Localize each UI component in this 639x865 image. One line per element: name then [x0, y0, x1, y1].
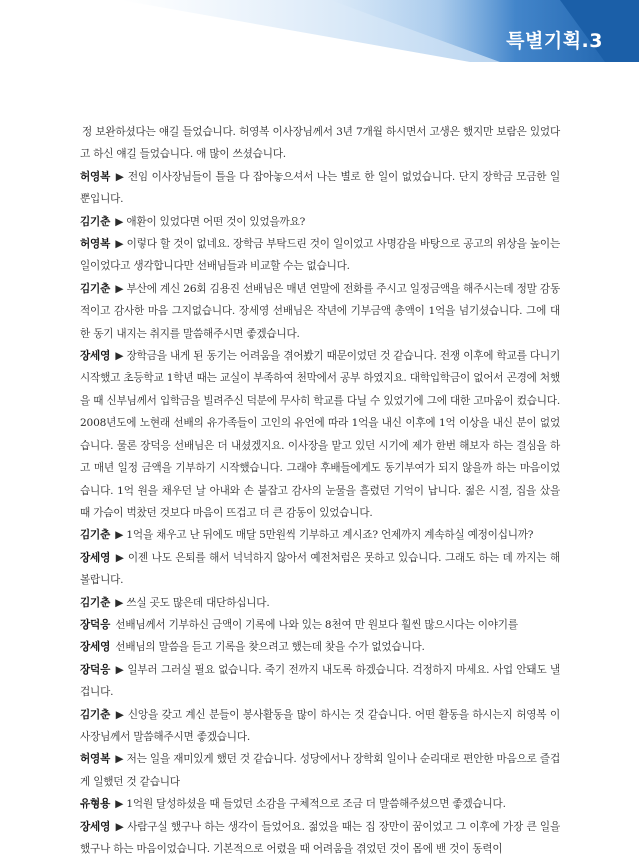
- paragraph: [80, 592, 560, 614]
- header-title: 특별기획.3: [506, 30, 603, 52]
- paragraph-text: ▶ 신앙을 갖고 계신 분들이 봉사활동을 많이 하시는 것 같습니다. 어떤 활동을 하시는지 허영복 이사장님께서 말씀해주시면 좋겠습니다.: [80, 708, 560, 743]
- paragraph: [80, 636, 560, 658]
- paragraph-text: ▶ 일부러 그러실 필요 없습니다. 죽기 전까지 내도록 하겠습니다. 걱정하지 마세요. 사업 안돼도 낼 겁니다.: [80, 663, 560, 699]
- paragraph-text: ▶ 이렇다 할 것이 없네요. 장학금 부탁드린 것이 일이었고 사명감을 바탕으로 공고의 위상을 높이는 일이었다고 생각합니다만 선배님들과 비교할 수는 없습니다.: [80, 238, 560, 273]
- paragraph: [80, 547, 560, 592]
- paragraph-text: ▶ 사람구실 했구나 하는 생각이 들었어요. 젊었을 때는 집 장만이 꿈이었고 그 이후에 가장 큰 일을 했구나 하는 마음이었습니다. 기본적으로 어렸을 때 어려움을 겪었던 것이 몸에 밴 것이 동력이: [80, 820, 560, 855]
- paragraph: [80, 659, 560, 704]
- speaker-name: 장세영: [80, 551, 111, 564]
- paragraph: [80, 704, 560, 749]
- page-header: [0, 0, 639, 68]
- paragraph-text: ▶ 장학금을 내게 된 동기는 어려움을 겪어봤기 때문이었던 것 같습니다. 전쟁 이후에 학교를 다니기 시작했고 초등학교 1학년 때는 교실이 부족하여 천막에서 공부 하였지요. 대학입학금이 없어서 곤경에 처했을 때 신부님께서 입학금을 빌려주신 덕분에 무사히 학교를 다닐 수 있었기에 그에 대한 고마움이 컸습니다. 2008년도에 노현래 선배의 유가족들이 고인의 유언에 따라 1억을 내신 이후에 1억 이상을 내신 분이 없었습니다. 물론 장덕응 선배님은 더 내셨겠지요. 이사장을 맡고 있던 시기에 제가 한번 해보자 하는 결심을 하고 매년 일정 금액을 기부하기 시작했습니다. 그래야 후배들에게도 동기부여가 되지 않을까 하는 마음이었습니다. 1억 원을 채우던 날 아내와 손 붙잡고 감사의 눈물을 흘렸던 기억이 납니다. 젊은 시절, 집을 샀을 때 가슴이 벅찼던 것보다 마음이 뜨겁고 더 큰 감동이 있었습니다.: [80, 350, 560, 519]
- paragraph-text: ▶ 저는 일을 재미있게 했던 것 같습니다. 성당에서나 장학회 일이나 순리대로 편안한 마음으로 즐겁게 일했던 것 같습니다: [80, 753, 560, 788]
- paragraph-text: 정 보완하셨다는 얘길 들었습니다. 허영복 이사장님께서 3년 7개월 하시면서 고생은 했지만 보람은 있었다고 하신 얘길 들었습니다. 애 많이 쓰셨습니다.: [80, 126, 560, 161]
- paragraph: [80, 166, 560, 211]
- paragraph: [80, 816, 560, 861]
- speaker-name: 장세영: [80, 350, 111, 363]
- speaker-name: 유형용: [80, 798, 111, 811]
- speaker-name: 장세영: [80, 641, 111, 654]
- speaker-name: 김기춘: [80, 282, 111, 295]
- paragraph-text: 선배님께서 기부하신 금액이 기록에 나와 있는 8천여 만 원보다 훨씬 많으시다는 이야기를: [115, 618, 518, 631]
- speaker-name: 김기춘: [80, 596, 111, 609]
- interview-body: [80, 121, 560, 860]
- paragraph-text: ▶ 애환이 있었다면 어떤 것이 있었을까요?: [115, 215, 306, 228]
- speaker-name: 김기춘: [80, 529, 111, 542]
- paragraph: [80, 748, 560, 793]
- paragraph: [80, 524, 560, 546]
- paragraph: [80, 614, 560, 636]
- speaker-name: 허영복: [80, 238, 111, 251]
- paragraph: [80, 793, 560, 815]
- paragraph-text: 선배님의 말씀을 듣고 기록을 찾으려고 했는데 찾을 수가 없었습니다.: [115, 641, 425, 654]
- paragraph: [80, 345, 560, 524]
- paragraph-text: ▶ 전임 이사장님들이 틀을 다 잡아놓으셔서 나는 별로 한 일이 없었습니다. 단지 장학금 모금한 일 뿐입니다.: [80, 170, 560, 206]
- speaker-name: 김기춘: [80, 708, 111, 721]
- paragraph: [80, 211, 560, 233]
- paragraph-text: ▶ 쓰실 곳도 많은데 대단하십니다.: [115, 596, 270, 609]
- paragraph: [80, 121, 560, 166]
- paragraph: [80, 233, 560, 278]
- speaker-name: 장세영: [80, 820, 111, 833]
- speaker-name: 허영복: [80, 753, 111, 766]
- paragraph-text: ▶ 1억원 달성하셨을 때 들었던 소감을 구체적으로 조금 더 말씀해주셨으면 좋겠습니다.: [115, 798, 506, 811]
- paragraph-text: ▶ 부산에 계신 26회 김용진 선배님은 매년 연말에 전화를 주시고 일정금액을 해주시는데 정말 감동적이고 감사한 마음 그지없습니다. 장세영 선배님은 작년에 기부금액 총액이 1억을 넘기셨습니다. 그에 대한 동기 내지는 취지를 말씀해주시면 좋겠습니다.: [80, 282, 560, 340]
- speaker-name: 김기춘: [80, 215, 111, 228]
- speaker-name: 장덕응: [80, 663, 111, 676]
- speaker-name: 허영복: [80, 170, 111, 183]
- speaker-name: 장덕응: [80, 618, 111, 631]
- paragraph-text: ▶ 1억을 채우고 난 뒤에도 매달 5만원씩 기부하고 계시죠? 언제까지 계속하실 예정이십니까?: [115, 529, 534, 542]
- paragraph: [80, 278, 560, 345]
- paragraph-text: ▶ 이젠 나도 은퇴를 해서 넉넉하지 않아서 예전처럼은 못하고 있습니다. 그래도 하는 데 까지는 해볼랍니다.: [80, 551, 560, 587]
